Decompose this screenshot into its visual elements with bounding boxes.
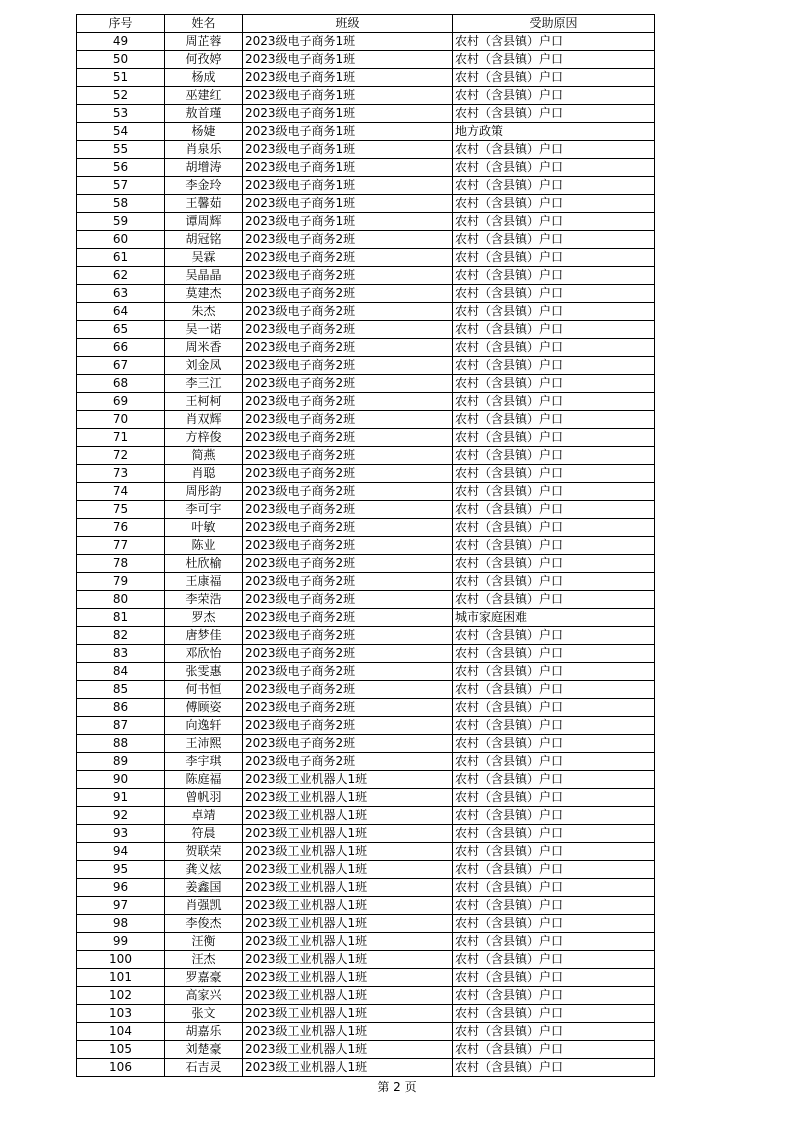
aid-reason: 农村（含县镇）户口 [453,447,655,465]
class-name: 2023级电子商务2班 [243,609,453,627]
aid-reason: 农村（含县镇）户口 [453,69,655,87]
class-name: 2023级电子商务2班 [243,249,453,267]
row-index: 90 [77,771,165,789]
class-name: 2023级工业机器人1班 [243,861,453,879]
row-index: 81 [77,609,165,627]
aid-reason: 农村（含县镇）户口 [453,645,655,663]
student-name: 杜欣榆 [165,555,243,573]
aid-reason: 农村（含县镇）户口 [453,861,655,879]
row-index: 103 [77,1005,165,1023]
class-name: 2023级工业机器人1班 [243,1059,453,1077]
aid-reason: 农村（含县镇）户口 [453,429,655,447]
aid-reason: 农村（含县镇）户口 [453,375,655,393]
student-name: 方梓俊 [165,429,243,447]
row-index: 86 [77,699,165,717]
aid-reason: 农村（含县镇）户口 [453,249,655,267]
table-row [77,303,655,321]
table-row [77,573,655,591]
table-body [77,33,655,1077]
student-name: 傅顾姿 [165,699,243,717]
table-row [77,375,655,393]
aid-reason: 农村（含县镇）户口 [453,789,655,807]
header-class: 班级 [243,15,453,33]
page-number: 第 2 页 [377,1080,417,1094]
aid-reason: 农村（含县镇）户口 [453,825,655,843]
row-index: 83 [77,645,165,663]
aid-reason: 农村（含县镇）户口 [453,1023,655,1041]
row-index: 70 [77,411,165,429]
student-name: 李三江 [165,375,243,393]
header-name: 姓名 [165,15,243,33]
row-index: 61 [77,249,165,267]
aid-reason: 农村（含县镇）户口 [453,483,655,501]
row-index: 91 [77,789,165,807]
aid-reason: 农村（含县镇）户口 [453,1041,655,1059]
aid-reason: 农村（含县镇）户口 [453,915,655,933]
aid-reason: 农村（含县镇）户口 [453,573,655,591]
table-row [77,771,655,789]
student-name: 曾帆羽 [165,789,243,807]
class-name: 2023级电子商务1班 [243,69,453,87]
aid-reason: 农村（含县镇）户口 [453,195,655,213]
table-row [77,501,655,519]
class-name: 2023级电子商务2班 [243,483,453,501]
aid-reason: 农村（含县镇）户口 [453,753,655,771]
table-row [77,825,655,843]
aid-reason: 农村（含县镇）户口 [453,321,655,339]
student-name: 吴霖 [165,249,243,267]
class-name: 2023级工业机器人1班 [243,897,453,915]
table-row [77,519,655,537]
aid-reason: 农村（含县镇）户口 [453,465,655,483]
class-name: 2023级电子商务1班 [243,195,453,213]
class-name: 2023级电子商务1班 [243,123,453,141]
table-row [77,195,655,213]
table-row [77,465,655,483]
row-index: 87 [77,717,165,735]
student-name: 高家兴 [165,987,243,1005]
row-index: 73 [77,465,165,483]
aid-reason: 农村（含县镇）户口 [453,969,655,987]
table-row [77,357,655,375]
student-name: 何孜婷 [165,51,243,69]
class-name: 2023级工业机器人1班 [243,825,453,843]
row-index: 59 [77,213,165,231]
row-index: 99 [77,933,165,951]
table-row [77,1059,655,1077]
table-row [77,627,655,645]
class-name: 2023级工业机器人1班 [243,1041,453,1059]
student-name: 陈业 [165,537,243,555]
student-name: 莫建杰 [165,285,243,303]
table-row [77,645,655,663]
student-name: 周芷蓉 [165,33,243,51]
table-row [77,87,655,105]
table-row [77,339,655,357]
class-name: 2023级电子商务2班 [243,555,453,573]
class-name: 2023级电子商务2班 [243,537,453,555]
table-row [77,789,655,807]
row-index: 58 [77,195,165,213]
student-name: 陈庭福 [165,771,243,789]
class-name: 2023级电子商务2班 [243,735,453,753]
student-name: 肖泉乐 [165,141,243,159]
aid-reason: 城市家庭困难 [453,609,655,627]
aid-reason: 农村（含县镇）户口 [453,681,655,699]
table-row [77,33,655,51]
aid-reason: 农村（含县镇）户口 [453,1005,655,1023]
student-name: 张雯惠 [165,663,243,681]
table-row [77,753,655,771]
student-name: 叶敏 [165,519,243,537]
row-index: 78 [77,555,165,573]
aid-reason: 农村（含县镇）户口 [453,501,655,519]
row-index: 52 [77,87,165,105]
student-name: 李金玲 [165,177,243,195]
table-row [77,969,655,987]
table-row [77,843,655,861]
aid-reason: 农村（含县镇）户口 [453,663,655,681]
row-index: 85 [77,681,165,699]
row-index: 62 [77,267,165,285]
aid-reason: 农村（含县镇）户口 [453,879,655,897]
class-name: 2023级工业机器人1班 [243,1005,453,1023]
aid-reason: 农村（含县镇）户口 [453,555,655,573]
class-name: 2023级工业机器人1班 [243,771,453,789]
class-name: 2023级工业机器人1班 [243,969,453,987]
row-index: 100 [77,951,165,969]
aid-reason: 农村（含县镇）户口 [453,735,655,753]
class-name: 2023级电子商务1班 [243,213,453,231]
class-name: 2023级工业机器人1班 [243,951,453,969]
table-row [77,987,655,1005]
class-name: 2023级电子商务2班 [243,447,453,465]
table-row [77,735,655,753]
row-index: 82 [77,627,165,645]
row-index: 63 [77,285,165,303]
class-name: 2023级电子商务2班 [243,375,453,393]
student-name: 胡嘉乐 [165,1023,243,1041]
row-index: 77 [77,537,165,555]
row-index: 80 [77,591,165,609]
row-index: 69 [77,393,165,411]
class-name: 2023级电子商务2班 [243,573,453,591]
class-name: 2023级电子商务1班 [243,177,453,195]
table-row [77,321,655,339]
class-name: 2023级电子商务2班 [243,357,453,375]
student-name: 谭周辉 [165,213,243,231]
class-name: 2023级工业机器人1班 [243,789,453,807]
row-index: 49 [77,33,165,51]
student-name: 朱杰 [165,303,243,321]
row-index: 57 [77,177,165,195]
class-name: 2023级电子商务2班 [243,699,453,717]
class-name: 2023级电子商务2班 [243,753,453,771]
aid-reason: 农村（含县镇）户口 [453,897,655,915]
class-name: 2023级电子商务1班 [243,141,453,159]
table-row [77,249,655,267]
aid-reason: 农村（含县镇）户口 [453,933,655,951]
class-name: 2023级电子商务1班 [243,51,453,69]
aid-reason: 农村（含县镇）户口 [453,177,655,195]
row-index: 95 [77,861,165,879]
aid-reason: 农村（含县镇）户口 [453,159,655,177]
aid-reason: 农村（含县镇）户口 [453,105,655,123]
class-name: 2023级电子商务2班 [243,393,453,411]
student-name: 肖强凯 [165,897,243,915]
table-row [77,69,655,87]
class-name: 2023级电子商务2班 [243,321,453,339]
aid-reason: 农村（含县镇）户口 [453,267,655,285]
table-row [77,483,655,501]
aid-reason: 农村（含县镇）户口 [453,393,655,411]
student-name: 王馨茹 [165,195,243,213]
aid-reason: 农村（含县镇）户口 [453,51,655,69]
row-index: 106 [77,1059,165,1077]
student-name: 李可宇 [165,501,243,519]
student-name: 吴晶晶 [165,267,243,285]
row-index: 56 [77,159,165,177]
table-row [77,411,655,429]
table-row [77,861,655,879]
table-row [77,555,655,573]
row-index: 54 [77,123,165,141]
student-name: 王沛熙 [165,735,243,753]
table-row [77,609,655,627]
table-row [77,897,655,915]
class-name: 2023级电子商务2班 [243,519,453,537]
class-name: 2023级电子商务2班 [243,429,453,447]
aid-reason: 农村（含县镇）户口 [453,87,655,105]
row-index: 94 [77,843,165,861]
class-name: 2023级工业机器人1班 [243,987,453,1005]
student-name: 王柯柯 [165,393,243,411]
student-name: 周米香 [165,339,243,357]
class-name: 2023级电子商务1班 [243,87,453,105]
table-row [77,123,655,141]
class-name: 2023级电子商务1班 [243,33,453,51]
table-row [77,447,655,465]
aid-reason: 农村（含县镇）户口 [453,951,655,969]
student-name: 杨成 [165,69,243,87]
table-row [77,213,655,231]
row-index: 64 [77,303,165,321]
table-row [77,159,655,177]
table-row [77,141,655,159]
row-index: 88 [77,735,165,753]
table-row [77,177,655,195]
student-name: 胡冠铭 [165,231,243,249]
row-index: 98 [77,915,165,933]
class-name: 2023级工业机器人1班 [243,843,453,861]
aid-reason: 农村（含县镇）户口 [453,537,655,555]
student-name: 罗嘉豪 [165,969,243,987]
table-row [77,681,655,699]
table-row [77,105,655,123]
aid-reason: 农村（含县镇）户口 [453,411,655,429]
row-index: 67 [77,357,165,375]
class-name: 2023级电子商务2班 [243,681,453,699]
table-row [77,285,655,303]
row-index: 97 [77,897,165,915]
table-row [77,1023,655,1041]
class-name: 2023级工业机器人1班 [243,879,453,897]
table-row [77,51,655,69]
student-name: 李俊杰 [165,915,243,933]
class-name: 2023级工业机器人1班 [243,1023,453,1041]
table-row [77,807,655,825]
table-row [77,537,655,555]
student-name: 姜鑫国 [165,879,243,897]
row-index: 55 [77,141,165,159]
table-row [77,1005,655,1023]
student-name: 石吉灵 [165,1059,243,1077]
row-index: 68 [77,375,165,393]
student-name: 肖聪 [165,465,243,483]
class-name: 2023级电子商务2班 [243,231,453,249]
class-name: 2023级电子商务2班 [243,465,453,483]
header-reason: 受助原因 [453,15,655,33]
class-name: 2023级电子商务2班 [243,591,453,609]
table-row [77,1041,655,1059]
table-row [77,663,655,681]
aid-reason: 农村（含县镇）户口 [453,357,655,375]
class-name: 2023级电子商务2班 [243,285,453,303]
aid-reason: 地方政策 [453,123,655,141]
row-index: 75 [77,501,165,519]
header-index: 序号 [77,15,165,33]
aid-reason: 农村（含县镇）户口 [453,627,655,645]
aid-reason: 农村（含县镇）户口 [453,33,655,51]
class-name: 2023级电子商务2班 [243,663,453,681]
table-row [77,879,655,897]
class-name: 2023级电子商务1班 [243,105,453,123]
row-index: 102 [77,987,165,1005]
student-name: 唐梦佳 [165,627,243,645]
aid-reason: 农村（含县镇）户口 [453,231,655,249]
student-name: 李荣浩 [165,591,243,609]
student-name: 汪杰 [165,951,243,969]
aid-reason: 农村（含县镇）户口 [453,303,655,321]
student-name: 向逸轩 [165,717,243,735]
aid-reason: 农村（含县镇）户口 [453,141,655,159]
student-name: 李宇琪 [165,753,243,771]
student-name: 罗杰 [165,609,243,627]
student-name: 胡增涛 [165,159,243,177]
student-name: 符晨 [165,825,243,843]
student-name: 吴一诺 [165,321,243,339]
row-index: 105 [77,1041,165,1059]
student-name: 巫建红 [165,87,243,105]
aid-reason: 农村（含县镇）户口 [453,717,655,735]
row-index: 50 [77,51,165,69]
class-name: 2023级电子商务2班 [243,339,453,357]
aid-reason: 农村（含县镇）户口 [453,807,655,825]
class-name: 2023级电子商务2班 [243,627,453,645]
table-row [77,951,655,969]
row-index: 60 [77,231,165,249]
row-index: 51 [77,69,165,87]
row-index: 101 [77,969,165,987]
student-name: 贺联荣 [165,843,243,861]
class-name: 2023级电子商务2班 [243,267,453,285]
student-name: 王康福 [165,573,243,591]
table-row [77,717,655,735]
row-index: 66 [77,339,165,357]
aid-reason: 农村（含县镇）户口 [453,1059,655,1077]
student-aid-table [76,14,655,1077]
student-name: 汪衡 [165,933,243,951]
row-index: 93 [77,825,165,843]
aid-reason: 农村（含县镇）户口 [453,699,655,717]
student-name: 邓欣怡 [165,645,243,663]
student-name: 敖首瑾 [165,105,243,123]
aid-reason: 农村（含县镇）户口 [453,519,655,537]
class-name: 2023级电子商务2班 [243,303,453,321]
row-index: 74 [77,483,165,501]
aid-reason: 农村（含县镇）户口 [453,987,655,1005]
row-index: 76 [77,519,165,537]
class-name: 2023级工业机器人1班 [243,915,453,933]
row-index: 84 [77,663,165,681]
class-name: 2023级电子商务2班 [243,645,453,663]
student-name: 龚义炫 [165,861,243,879]
table-row [77,591,655,609]
row-index: 72 [77,447,165,465]
class-name: 2023级电子商务2班 [243,411,453,429]
student-name: 卓靖 [165,807,243,825]
student-name: 简燕 [165,447,243,465]
class-name: 2023级工业机器人1班 [243,933,453,951]
aid-reason: 农村（含县镇）户口 [453,591,655,609]
table-row [77,393,655,411]
class-name: 2023级电子商务1班 [243,159,453,177]
aid-reason: 农村（含县镇）户口 [453,843,655,861]
table-row [77,915,655,933]
row-index: 53 [77,105,165,123]
class-name: 2023级工业机器人1班 [243,807,453,825]
aid-reason: 农村（含县镇）户口 [453,771,655,789]
student-name: 肖双辉 [165,411,243,429]
table-row [77,933,655,951]
row-index: 71 [77,429,165,447]
student-name: 杨婕 [165,123,243,141]
student-name: 何书恒 [165,681,243,699]
row-index: 65 [77,321,165,339]
row-index: 104 [77,1023,165,1041]
table-row [77,429,655,447]
student-name: 张文 [165,1005,243,1023]
row-index: 79 [77,573,165,591]
student-name: 周彤韵 [165,483,243,501]
aid-reason: 农村（含县镇）户口 [453,339,655,357]
class-name: 2023级电子商务2班 [243,501,453,519]
table-row [77,231,655,249]
aid-reason: 农村（含县镇）户口 [453,213,655,231]
row-index: 92 [77,807,165,825]
row-index: 96 [77,879,165,897]
class-name: 2023级电子商务2班 [243,717,453,735]
row-index: 89 [77,753,165,771]
aid-reason: 农村（含县镇）户口 [453,285,655,303]
table-row [77,699,655,717]
student-name: 刘金凤 [165,357,243,375]
student-name: 刘楚豪 [165,1041,243,1059]
table-row [77,267,655,285]
table-header-row [77,15,655,33]
